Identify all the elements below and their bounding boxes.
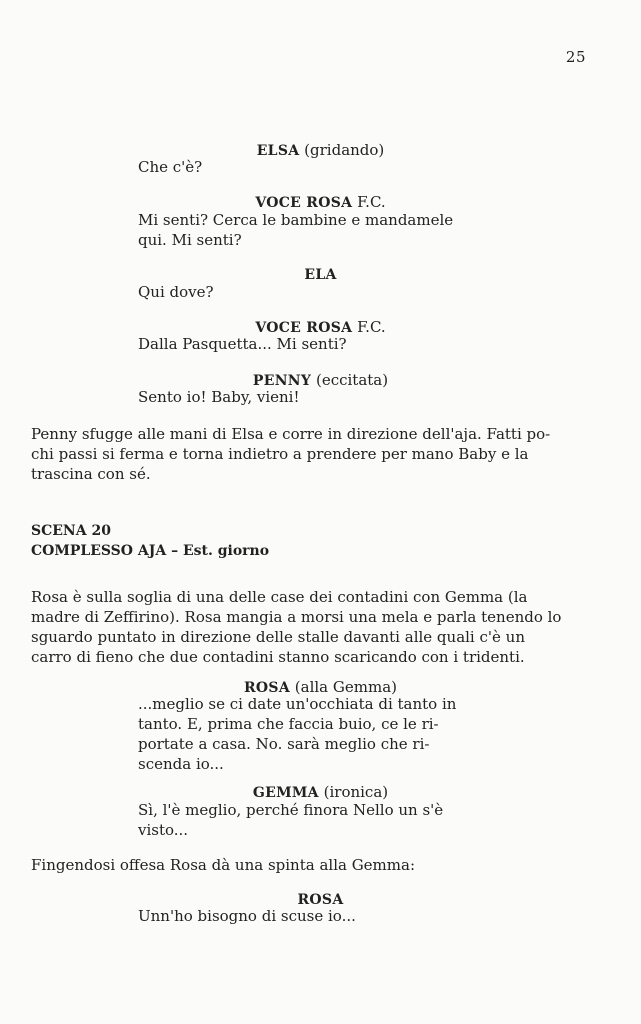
dialogue-gemma	[138, 800, 483, 840]
page-number: 25	[565, 48, 586, 66]
dialogue-voce-rosa-2	[138, 334, 483, 354]
dialogue-line: Qui dove?	[138, 283, 214, 301]
character-name: ELA	[304, 267, 337, 283]
dialogue-line: Sì, l'è meglio, perché finora Nello un s'è	[138, 801, 444, 819]
action-paragraph-2	[31, 587, 591, 667]
parenthetical: (eccitata)	[315, 371, 389, 389]
dialogue-line: tanto. E, prima che faccia buio, ce le ri-	[138, 715, 439, 733]
dialogue-line: qui. Mi senti?	[138, 231, 242, 249]
character-name: VOCE ROSA	[255, 195, 353, 211]
action-line: carro di fieno che due contadini stanno scaricando con i tridenti.	[31, 648, 525, 666]
action-line: madre di Zeffirino). Rosa mangia a morsi una mela e parla tenendo lo	[31, 608, 562, 626]
dialogue-penny	[138, 387, 483, 407]
dialogue-ela	[138, 282, 483, 302]
character-name: ELSA	[256, 143, 300, 159]
dialogue-line: Che c'è?	[138, 158, 203, 176]
dialogue-rosa-2	[138, 906, 483, 926]
dialogue-line: portate a casa. No. sarà meglio che ri-	[138, 735, 430, 753]
action-paragraph-1	[31, 424, 591, 484]
character-name: ROSA	[297, 892, 344, 908]
dialogue-line: scenda io...	[138, 755, 224, 773]
character-name: PENNY	[252, 373, 312, 389]
parenthetical: F.C.	[357, 318, 386, 336]
action-line: chi passi si ferma e torna indietro a prendere per mano Baby e la	[31, 445, 529, 463]
scene-location: COMPLESSO AJA – Est. giorno	[31, 543, 270, 559]
scene-number: SCENA 20	[31, 523, 111, 539]
dialogue-line: visto...	[138, 821, 189, 839]
action-paragraph-3	[31, 855, 591, 875]
dialogue-line: Mi senti? Cerca le bambine e mandamele	[138, 211, 454, 229]
character-name: VOCE ROSA	[255, 320, 353, 336]
parenthetical: F.C.	[357, 193, 386, 211]
action-line: Penny sfugge alle mani di Elsa e corre in direzione dell'aja. Fatti po-	[31, 425, 551, 443]
parenthetical: (ironica)	[323, 783, 389, 801]
scene-heading	[31, 521, 269, 561]
action-line: Rosa è sulla soglia di una delle case dei contadini con Gemma (la	[31, 588, 528, 606]
dialogue-line: Unn'ho bisogno di scuse io...	[138, 907, 356, 925]
parenthetical: (alla Gemma)	[294, 678, 397, 696]
dialogue-line: Sento io! Baby, vieni!	[138, 388, 300, 406]
dialogue-line: Dalla Pasquetta... Mi senti?	[138, 335, 347, 353]
action-line: trascina con sé.	[31, 465, 151, 483]
action-line: sguardo puntato in direzione delle stalle davanti alle quali c'è un	[31, 628, 525, 646]
dialogue-rosa	[138, 694, 483, 774]
character-name: ROSA	[244, 680, 291, 696]
dialogue-line: ...meglio se ci date un'occhiata di tanto in	[138, 695, 457, 713]
parenthetical: (gridando)	[304, 141, 385, 159]
dialogue-voce-rosa	[138, 210, 483, 250]
character-name: GEMMA	[252, 785, 319, 801]
dialogue-elsa	[138, 157, 483, 177]
action-line: Fingendosi offesa Rosa dà una spinta alla Gemma:	[31, 856, 416, 874]
